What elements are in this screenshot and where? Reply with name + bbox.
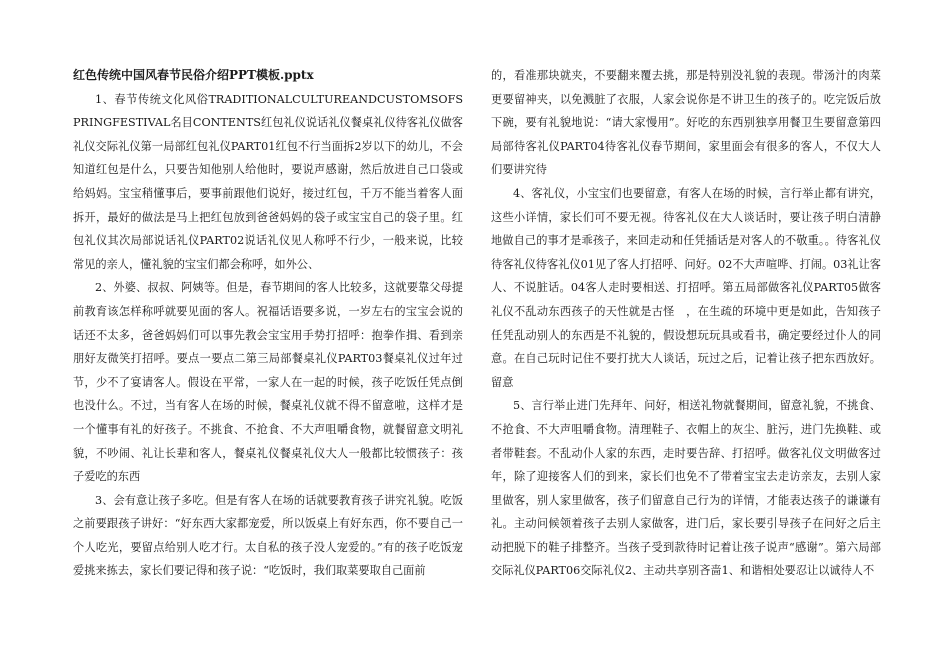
left-column [73, 64, 463, 583]
paragraph-2: 2、外婆、叔叔、阿姨等。但是，春节期间的客人比较多，这就要靠父母提前教育该怎样称呼就要见面的客人。祝福话语要多说，一岁左右的宝宝会说的话还不太多，爸爸妈妈们可以事先教会宝宝用手势打招呼：抱拳作揖、看到亲朋好友微笑打招呼。要点一要点二第三局部餐桌礼仪PART03餐桌礼仪过年过节，少不了宴请客人。假设在平常，一家人在一起的时候，孩子吃饭任凭点倒也没什么。不过，当有客人在场的时候，餐桌礼仪就不得不留意啦，这样才是一个懂事有礼的好孩子。不挑食、不抢食、不大声咀嚼食物，就餐留意文明礼貌，不吵闹、礼让长辈和客人，餐桌礼仪餐桌礼仪大人一般都比较惯孩子：孩子爱吃的东西 [73, 281, 463, 484]
paragraph-3-continued: 的，看准那块就夹，不要翻来覆去挑，那是特别没礼貌的表现。带汤汁的肉菜更要留神夹，以免溅脏了衣服，人家会说你是不讲卫生的孩子的。吃完饭后放下碗，要有礼貌地说：“请大家慢用”。好吃的东西别独享用餐卫生要留意第四局部待客礼仪PART04待客礼仪春节期间，家里面会有很多的客人，不仅大人们要讲究待 [491, 69, 881, 177]
paragraph-5: 5、言行举止进门先拜年、问好，相送礼物就餐期间，留意礼貌，不挑食、不抢食、不大声咀嚼食物。清理鞋子、衣帽上的灰尘、脏污，进门先换鞋、或者带鞋套。不乱动仆人家的东西，走时要告辞、打招呼。做客礼仪文明做客过年，除了迎接客人们的到来，家长们也免不了带着宝宝去走访亲友，去别人家里做客，别人家里做客，孩子们留意自己行为的详情，才能表达孩子的谦谦有礼。主动问候领着孩子去别人家做客，进门后，家长要引导孩子在问好之后主动把脱下的鞋子排整齐。当孩子受到款待时记着让孩子说声“感谢”。第六局部交际礼仪PART06交际礼仪2、主动共享别吝啬1、和谐相处要忍让以诚待人不 [491, 399, 881, 578]
right-column [491, 64, 881, 583]
paragraph-3: 3、会有意让孩子多吃。但是有客人在场的话就要教育孩子讲究礼貌。吃饭之前要跟孩子讲好：“好东西大家都宠爱，所以饭桌上有好东西，你不要自己一个人吃光，要留点给别人吃才行。太自私的孩子没人宠爱的。”有的孩子吃饭宠爱挑来拣去，家长们要记得和孩子说：“吃饭时，我们取菜要取自己面前 [73, 493, 463, 578]
paragraph-4: 4、客礼仪，小宝宝们也要留意，有客人在场的时候，言行举止都有讲究，这些小详情，家长们可不要无视。待客礼仪在大人谈话时，要让孩子明白清静地做自己的事才是乖孩子，来回走动和任凭插话是对客人的不敬重。。待客礼仪待客礼仪待客礼仪01见了客人打招呼、问好。02不大声喧哗、打闹。03礼让客人、不说脏话。04客人走时要相送、打招呼。第五局部做客礼仪PART05做客礼仪不乱动东西孩子的天性就是古怪 ，在生疏的环境中更是如此，告知孩子任凭乱动别人的东西是不礼貌的，假设想玩玩具或看书，确定要经过仆人的同意。在自己玩时记住不要打扰大人谈话，玩过之后，记着让孩子把东西放好。留意 [491, 186, 881, 389]
document-title: 红色传统中国风春节民俗介绍PPT模板.pptx [73, 68, 314, 82]
paragraph-1: 1、春节传统文化风俗TRADITIONALCULTUREANDCUSTOMSOFSPRINGFESTIVAL名目CONTENTS红包礼仪说话礼仪餐桌礼仪待客礼仪做客礼仪交际礼仪第一局部红包礼仪PART01红包不行当面拆2岁以下的幼儿，不会知道红包是什么，只要告知他别人给他时，要说声感谢，然后放进自己口袋或给妈妈。宝宝稍懂事后，要事前跟他们说好，接过红包，千万不能当着客人面拆开，最好的做法是马上把红包放到爸爸妈妈的袋子或宝宝自己的袋子里。红包礼仪其次局部说话礼仪PART02说话礼仪见人称呼不行少，一般来说，比较常见的亲人，懂礼貌的宝宝们都会称呼，如外公、 [73, 92, 463, 271]
